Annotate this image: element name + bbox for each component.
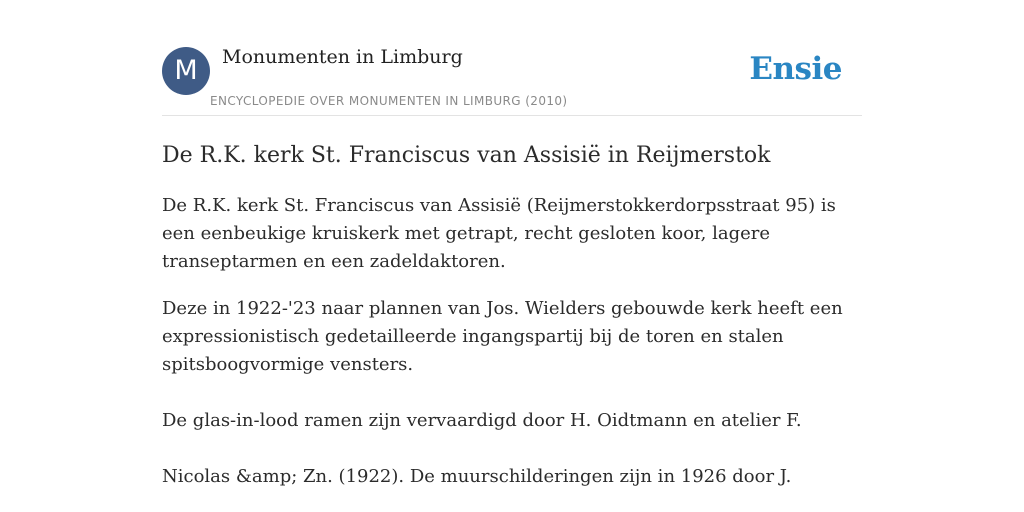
article-card bbox=[162, 0, 862, 491]
article-paragraph: De R.K. kerk St. Franciscus van Assisië (Reijmerstokkerdorpsstraat 95) is een eenbeukige kruiskerk met getrapt, recht gesloten koor, lagere transeptarmen en een zadeldaktoren. bbox=[162, 195, 836, 272]
source-header bbox=[162, 0, 862, 116]
article-paragraph: Deze in 1922-'23 naar plannen van Jos. Wielders gebouwde kerk heeft een expressionistisch gedetailleerde ingangspartij bij de toren en stalen spitsboogvormige vensters. bbox=[162, 298, 843, 375]
article-paragraph: Nicolas &amp; Zn. (1922). De muurschilderingen zijn in 1926 door J. bbox=[162, 466, 792, 487]
ensie-logo[interactable]: Ensie bbox=[749, 51, 842, 87]
article-title: De R.K. kerk St. Franciscus van Assisië in Reijmerstok bbox=[162, 143, 771, 168]
source-avatar[interactable]: M bbox=[162, 47, 210, 95]
source-subtitle: ENCYCLOPEDIE OVER MONUMENTEN IN LIMBURG (2010) bbox=[210, 94, 568, 108]
source-title-link[interactable]: Monumenten in Limburg bbox=[222, 46, 463, 68]
article-paragraph: De glas-in-lood ramen zijn vervaardigd door H. Oidtmann en atelier F. bbox=[162, 410, 802, 431]
